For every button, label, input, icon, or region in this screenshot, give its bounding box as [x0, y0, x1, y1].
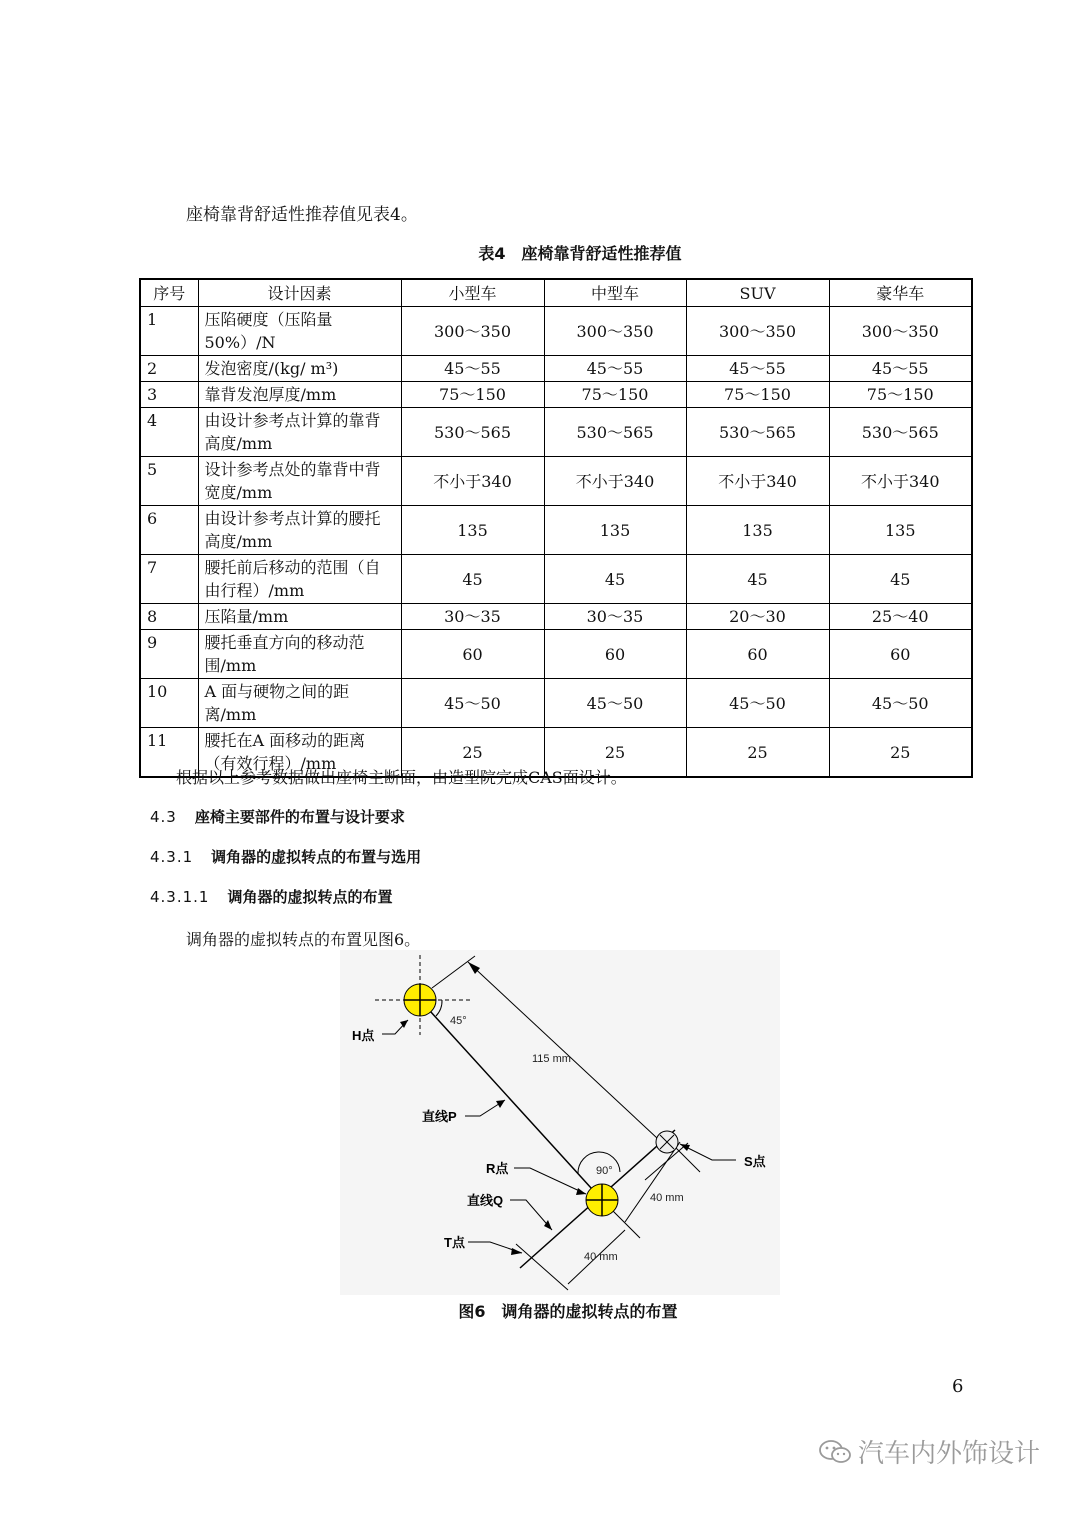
row-value: 不小于340 [544, 457, 686, 506]
row-value: 25 [401, 728, 544, 778]
heading-number: 4.3.1 [150, 848, 194, 866]
row-value: 20～30 [686, 604, 829, 630]
table-row [140, 604, 972, 630]
header-cell: 设计因素 [198, 279, 401, 307]
angle-45-label: 45° [450, 1015, 467, 1027]
s-point-label: S点 [744, 1154, 766, 1169]
row-value: 135 [686, 506, 829, 555]
row-index: 10 [140, 679, 198, 728]
seat-back-comfort-table [139, 278, 973, 778]
row-index: 6 [140, 506, 198, 555]
figure-intro-paragraph: 调角器的虚拟转点的布置见图6。 [186, 930, 421, 949]
row-value: 60 [829, 630, 972, 679]
row-factor: A 面与硬物之间的距离/mm [198, 679, 401, 728]
t-point-label: T点 [444, 1235, 465, 1250]
row-factor: 靠背发泡厚度/mm [198, 382, 401, 408]
row-index: 11 [140, 728, 198, 778]
header-cell: 豪华车 [829, 279, 972, 307]
row-value: 45～55 [401, 356, 544, 382]
table-header-row [140, 279, 972, 307]
row-factor: 腰托垂直方向的移动范围/mm [198, 630, 401, 679]
row-index: 8 [140, 604, 198, 630]
row-value: 135 [544, 506, 686, 555]
row-value: 45 [401, 555, 544, 604]
row-value: 300～350 [401, 307, 544, 356]
row-factor: 设计参考点处的靠背中背宽度/mm [198, 457, 401, 506]
row-factor: 腰托在A 面移动的距离（有效行程）/mm [198, 728, 401, 778]
table-row [140, 679, 972, 728]
row-value: 300～350 [686, 307, 829, 356]
row-value: 60 [544, 630, 686, 679]
dim-40-right-label: 40 mm [650, 1192, 684, 1204]
row-factor: 腰托前后移动的范围（自由行程）/mm [198, 555, 401, 604]
intro-paragraph: 座椅靠背舒适性推荐值见表4。 [186, 205, 418, 225]
row-value: 60 [686, 630, 829, 679]
table-row [140, 555, 972, 604]
recliner-pivot-diagram [340, 950, 780, 1300]
row-value: 25 [544, 728, 686, 778]
row-value: 25 [686, 728, 829, 778]
row-value: 30～35 [401, 604, 544, 630]
row-value: 75～150 [829, 382, 972, 408]
row-index: 2 [140, 356, 198, 382]
table-row [140, 408, 972, 457]
row-value: 60 [401, 630, 544, 679]
row-value: 不小于340 [401, 457, 544, 506]
row-value: 30～35 [544, 604, 686, 630]
row-value: 75～150 [544, 382, 686, 408]
heading-4-3-1-1 [150, 886, 393, 907]
row-index: 3 [140, 382, 198, 408]
page-number: 6 [952, 1376, 964, 1397]
row-value: 45～55 [829, 356, 972, 382]
row-value: 45～50 [686, 679, 829, 728]
row-factor: 由设计参考点计算的腰托高度/mm [198, 506, 401, 555]
h-point-label: H点 [352, 1028, 375, 1043]
row-factor: 发泡密度/(kg/ m³) [198, 356, 401, 382]
line-p-label: 直线P [422, 1109, 457, 1124]
row-value: 不小于340 [829, 457, 972, 506]
header-cell: 小型车 [401, 279, 544, 307]
row-index: 9 [140, 630, 198, 679]
after-table-paragraph: 根据以上参考数据做出座椅主断面，由造型院完成CAS面设计。 [176, 768, 627, 787]
row-value: 45 [829, 555, 972, 604]
header-cell: 中型车 [544, 279, 686, 307]
row-value: 530～565 [544, 408, 686, 457]
row-value: 300～350 [544, 307, 686, 356]
row-factor: 压陷量/mm [198, 604, 401, 630]
row-value: 不小于340 [686, 457, 829, 506]
row-index: 4 [140, 408, 198, 457]
table-row [140, 307, 972, 356]
row-value: 45 [686, 555, 829, 604]
row-value: 45～55 [544, 356, 686, 382]
heading-4-3-1 [150, 846, 421, 867]
row-index: 5 [140, 457, 198, 506]
heading-number: 4.3 [150, 808, 177, 826]
row-factor: 由设计参考点计算的靠背高度/mm [198, 408, 401, 457]
row-factor: 压陷硬度（压陷量50%）/N [198, 307, 401, 356]
header-cell: SUV [686, 279, 829, 307]
heading-title: 调角器的虚拟转点的布置 [227, 888, 393, 906]
wechat-icon [818, 1439, 852, 1465]
heading-4-3 [150, 806, 405, 827]
row-index: 7 [140, 555, 198, 604]
row-value: 45～55 [686, 356, 829, 382]
figure-caption: 图6 调角器的虚拟转点的布置 [458, 1302, 678, 1321]
row-value: 135 [401, 506, 544, 555]
row-value: 530～565 [829, 408, 972, 457]
dim-40-bottom-label: 40 mm [584, 1251, 618, 1263]
row-value: 300～350 [829, 307, 972, 356]
row-value: 45～50 [829, 679, 972, 728]
angle-90-label: 90° [596, 1165, 613, 1177]
heading-title: 座椅主要部件的布置与设计要求 [194, 808, 405, 826]
watermark [818, 1433, 1040, 1470]
row-index: 1 [140, 307, 198, 356]
row-value: 25 [829, 728, 972, 778]
row-value: 530～565 [686, 408, 829, 457]
heading-title: 调角器的虚拟转点的布置与选用 [211, 848, 422, 866]
table-row [140, 506, 972, 555]
r-point-label: R点 [486, 1161, 509, 1176]
row-value: 45 [544, 555, 686, 604]
row-value: 135 [829, 506, 972, 555]
row-value: 45～50 [401, 679, 544, 728]
table-row [140, 457, 972, 506]
row-value: 75～150 [686, 382, 829, 408]
row-value: 75～150 [401, 382, 544, 408]
line-q-label: 直线Q [467, 1193, 504, 1208]
table-caption: 表4 座椅靠背舒适性推荐值 [478, 244, 682, 263]
heading-number: 4.3.1.1 [150, 888, 210, 906]
table-row [140, 356, 972, 382]
row-value: 45～50 [544, 679, 686, 728]
header-cell: 序号 [140, 279, 198, 307]
watermark-text: 汽车内外饰设计 [858, 1439, 1041, 1469]
table-row [140, 630, 972, 679]
dim-115-label: 115 mm [532, 1053, 571, 1065]
row-value: 25～40 [829, 604, 972, 630]
table-row [140, 382, 972, 408]
row-value: 530～565 [401, 408, 544, 457]
